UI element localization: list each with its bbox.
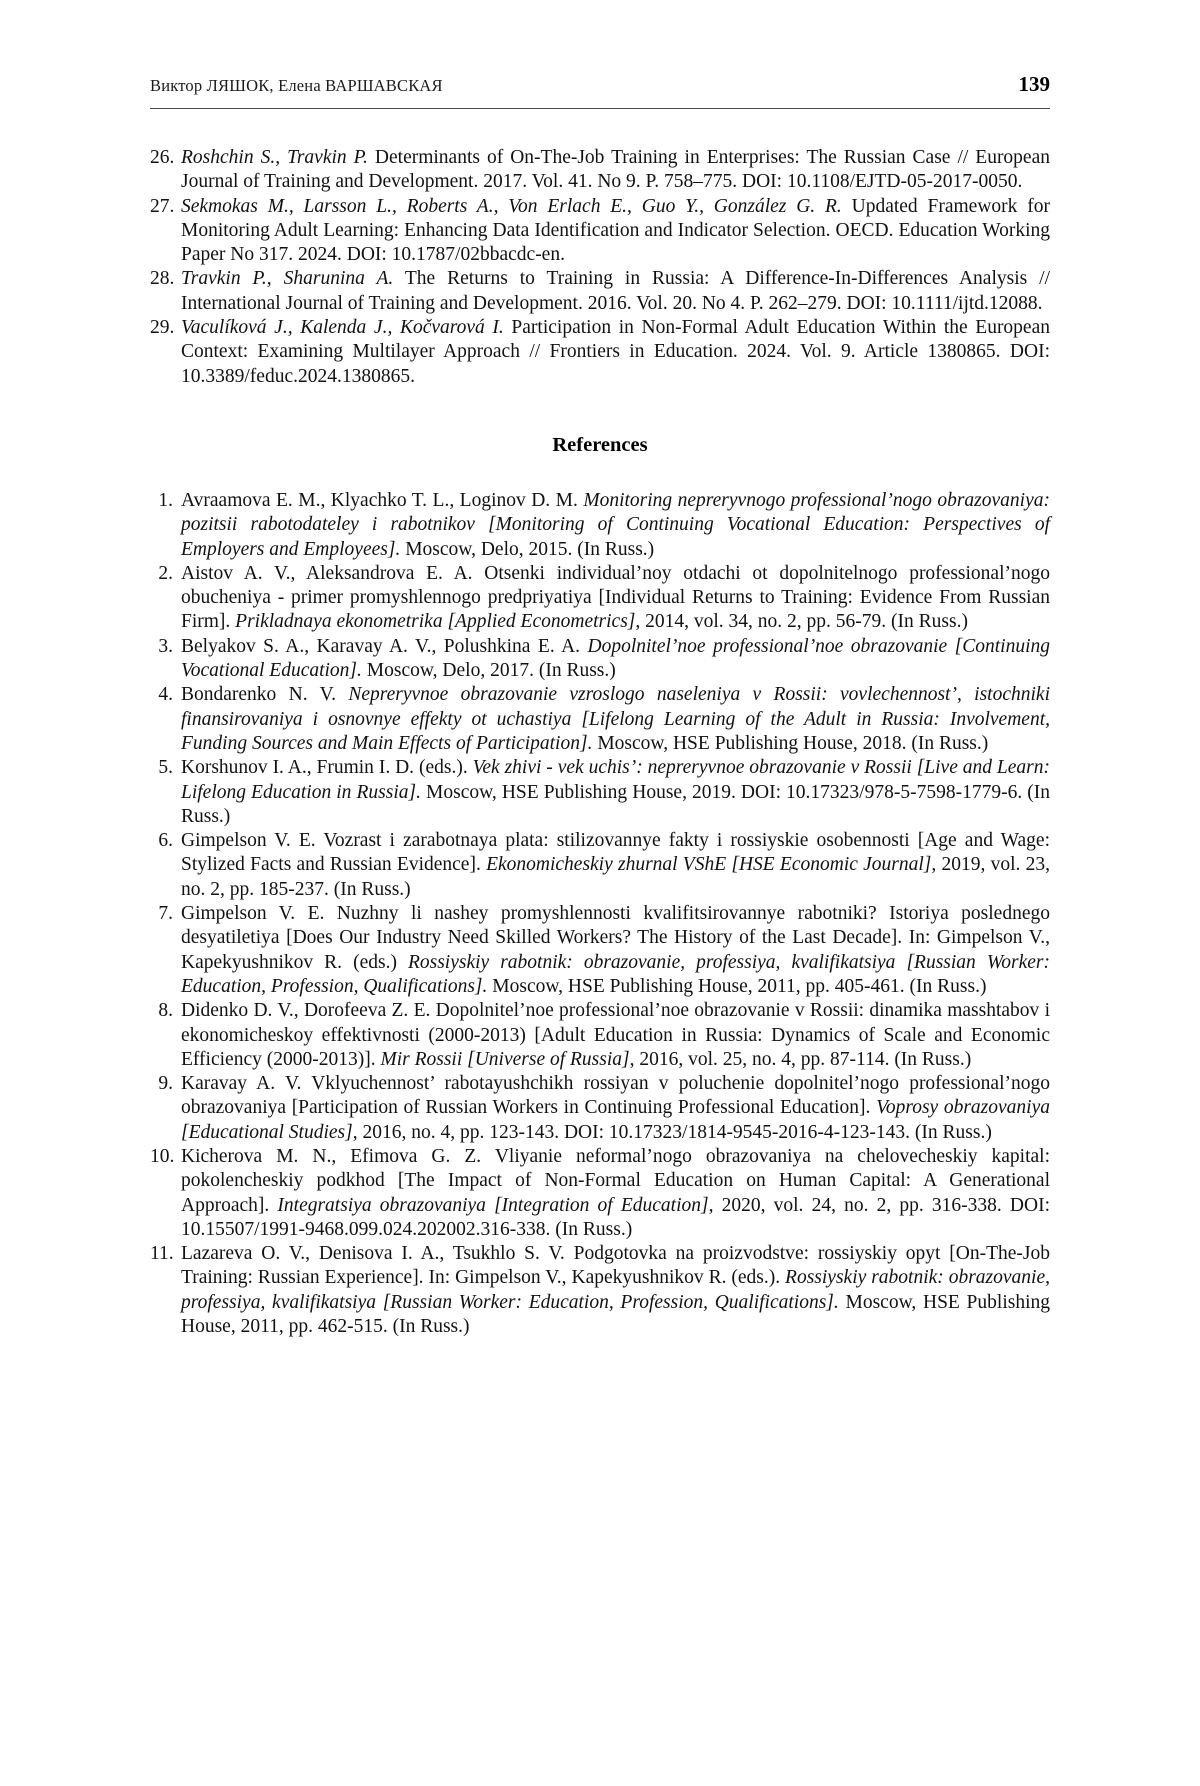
reference-text: Travkin P., Sharunina A. The Returns to Training in Russia: A Difference-In-Differences Analysis // International Journal of Training and Development. 2016. Vol. 20. No 4. P. 262–279. DOI: 10.1111/ijtd.12088.: [181, 268, 1050, 314]
reference-text: Belyakov S. A., Karavay A. V., Polushkina E. A. Dopolnitel’noe professional’noe obrazovanie [Continuing Vocational Education]. Moscow, Delo, 2017. (In Russ.): [181, 635, 1050, 682]
reference-number: 11.: [150, 1243, 174, 1265]
reference-item: [150, 195, 1050, 268]
reference-item: [150, 829, 1050, 902]
reference-text: Korshunov I. A., Frumin I. D. (eds.). Vek zhivi - vek uchis’: nepreryvnoe obrazovanie v Rossii [Live and Learn: Lifelong Education in Russia]. Moscow, HSE Publishing House, 2019. DOI: 10.17323/978-5-7598-1779-6. (In Russ.): [181, 757, 1051, 827]
reference-item: [150, 902, 1050, 999]
reference-text: Roshchin S., Travkin P. Determinants of On-The-Job Training in Enterprises: The Russian Case // European Journal of Training and Development. 2017. Vol. 41. No 9. P. 758–775. DOI: 10.1108/EJTD-05-2017-0050.: [181, 147, 1050, 193]
reference-item: [150, 1145, 1050, 1242]
reference-text: Gimpelson V. E. Nuzhny li nashey promyshlennosti kvalifitsirovannye rabotniki? Istoriya poslednego desyatiletiya [Does Our Industry Need Skilled Workers? The History of the Last Decade]. In: Gimpelson V., Kapekyushnikov R. (eds.) Rossiyskiy rabotnik: obrazovanie, professiya, kvalifikatsiya [Russian Worker: Education, Profession, Qualifications]. Moscow, HSE Publishing House, 2011, pp. 405-461. (In Russ.): [181, 903, 1051, 997]
reference-text: Vaculíková J., Kalenda J., Kočvarová I. Participation in Non-Formal Adult Education Within the European Context: Examining Multilayer Approach // Frontiers in Education. 2024. Vol. 9. Article 1380865. DOI: 10.3389/feduc.2024.1380865.: [181, 317, 1050, 387]
reference-text: Avraamova E. M., Klyachko T. L., Loginov D. M. Monitoring nepreryvnogo professional’nogo obrazovaniya: pozitsii rabotodateley i rabotnikov [Monitoring of Continuing Vocational Education: Perspectives of Employers and Employees]. Moscow, Delo, 2015. (In Russ.): [181, 489, 1050, 560]
reference-number: 6.: [158, 830, 173, 852]
reference-item: [150, 146, 1050, 195]
reference-number: 9.: [158, 1073, 173, 1095]
running-head-authors: Виктор ЛЯШОК, Елена ВАРШАВСКАЯ: [150, 76, 443, 95]
reference-number: 10.: [150, 1145, 175, 1167]
reference-text: Bondarenko N. V. Nepreryvnoe obrazovanie vzroslogo naseleniya v Rossii: vovlechennost’, istochniki finansirovaniya i osnovnye effekty ot uchastiya [Lifelong Learning of the Adult in Russia: Involvement, Funding Sources and Main Effects of Participation]. Moscow, HSE Publishing House, 2018. (In Russ.): [181, 684, 1050, 754]
reference-item: [150, 756, 1050, 829]
reference-text: Kicherova M. N., Efimova G. Z. Vliyanie neformal’nogo obrazovaniya na chelovecheskiy kapital: pokolencheskiy podkhod [The Impact of Non-Formal Education on Human Capital: A Generational Approach]. Integratsiya obrazovaniya [Integration of Education], 2020, vol. 24, no. 2, pp. 316-338. DOI: 10.15507/1991-9468.099.024.202002.316-338. (In Russ.): [181, 1145, 1050, 1240]
reference-text: Didenko D. V., Dorofeeva Z. E. Dopolnitel’noe professional’noe obrazovanie v Rossii: dinamika masshtabov i ekonomicheskoy effektivnosti (2000-2013) [Adult Education in Russia: Dynamics of Scale and Economic Efficiency (2000-2013)]. Mir Rossii [Universe of Russia], 2016, vol. 25, no. 4, pp. 87-114. (In Russ.): [181, 1000, 1050, 1070]
reference-item: [150, 683, 1050, 756]
reference-number: 28.: [150, 268, 175, 290]
reference-number: 8.: [158, 1000, 173, 1022]
reference-number: 4.: [158, 684, 173, 706]
page-number: 139: [1018, 72, 1050, 96]
references-heading: References: [552, 433, 648, 456]
reference-item: [150, 316, 1050, 389]
page-header: [150, 72, 1050, 109]
reference-number: 27.: [150, 195, 175, 217]
bibliography-continued-list: [150, 146, 1050, 389]
reference-text: Sekmokas M., Larsson L., Roberts A., Von Erlach E., Guo Y., González G. R. Updated Framework for Monitoring Adult Learning: Enhancing Data Identification and Indicator Selection. OECD. Education Working Paper No 317. 2024. DOI: 10.1787/02bbacdc-en.: [181, 195, 1050, 266]
reference-text: Lazareva O. V., Denisova I. A., Tsukhlo S. V. Podgotovka na proizvodstve: rossiyskiy opyt [On-The-Job Training: Russian Experience]. In: Gimpelson V., Kapekyushnikov R. (eds.). Rossiyskiy rabotnik: obrazovanie, professiya, kvalifikatsiya [Russian Worker: Education, Profession, Qualifications]. Moscow, HSE Publishing House, 2011, pp. 462-515. (In Russ.): [181, 1243, 1050, 1338]
reference-number: 7.: [158, 903, 173, 925]
reference-text: Aistov A. V., Aleksandrova E. A. Otsenki individual’noy otdachi ot dopolnitelnogo professional’nogo obucheniya - primer promyshlennogo predpriyatiya [Individual Returns to Training: Evidence From Russian Firm]. Prikladnaya ekonometrika [Applied Econometrics], 2014, vol. 34, no. 2, pp. 56-79. (In Russ.): [181, 562, 1050, 633]
page-body: [150, 146, 1050, 1339]
reference-text: Gimpelson V. E. Vozrast i zarabotnaya plata: stilizovannye fakty i rossiyskie osobennosti [Age and Wage: Stylized Facts and Russian Evidence]. Ekonomicheskiy zhurnal VShE [HSE Economic Journal], 2019, vol. 23, no. 2, pp. 185-237. (In Russ.): [181, 830, 1051, 900]
reference-item: [150, 1072, 1050, 1145]
reference-item: [150, 562, 1050, 635]
reference-item: [150, 267, 1050, 316]
reference-number: 2.: [158, 562, 173, 584]
reference-item: [150, 1242, 1050, 1339]
reference-number: 1.: [158, 489, 173, 511]
reference-text: Karavay A. V. Vklyuchennost’ rabotayushchikh rossiyan v poluchenie dopolnitel’nogo professional’nogo obrazovaniya [Participation of Russian Workers in Continuing Professional Education]. Voprosy obrazovaniya [Educational Studies], 2016, no. 4, pp. 123-143. DOI: 10.17323/1814-9545-2016-4-123-143. (In Russ.): [181, 1073, 1050, 1143]
reference-number: 26.: [150, 147, 175, 168]
reference-item: [150, 999, 1050, 1072]
reference-number: 29.: [150, 317, 175, 339]
reference-number: 3.: [158, 635, 173, 657]
references-list: [150, 489, 1050, 1339]
reference-number: 5.: [158, 757, 173, 779]
reference-item: [150, 489, 1050, 562]
reference-item: [150, 635, 1050, 684]
